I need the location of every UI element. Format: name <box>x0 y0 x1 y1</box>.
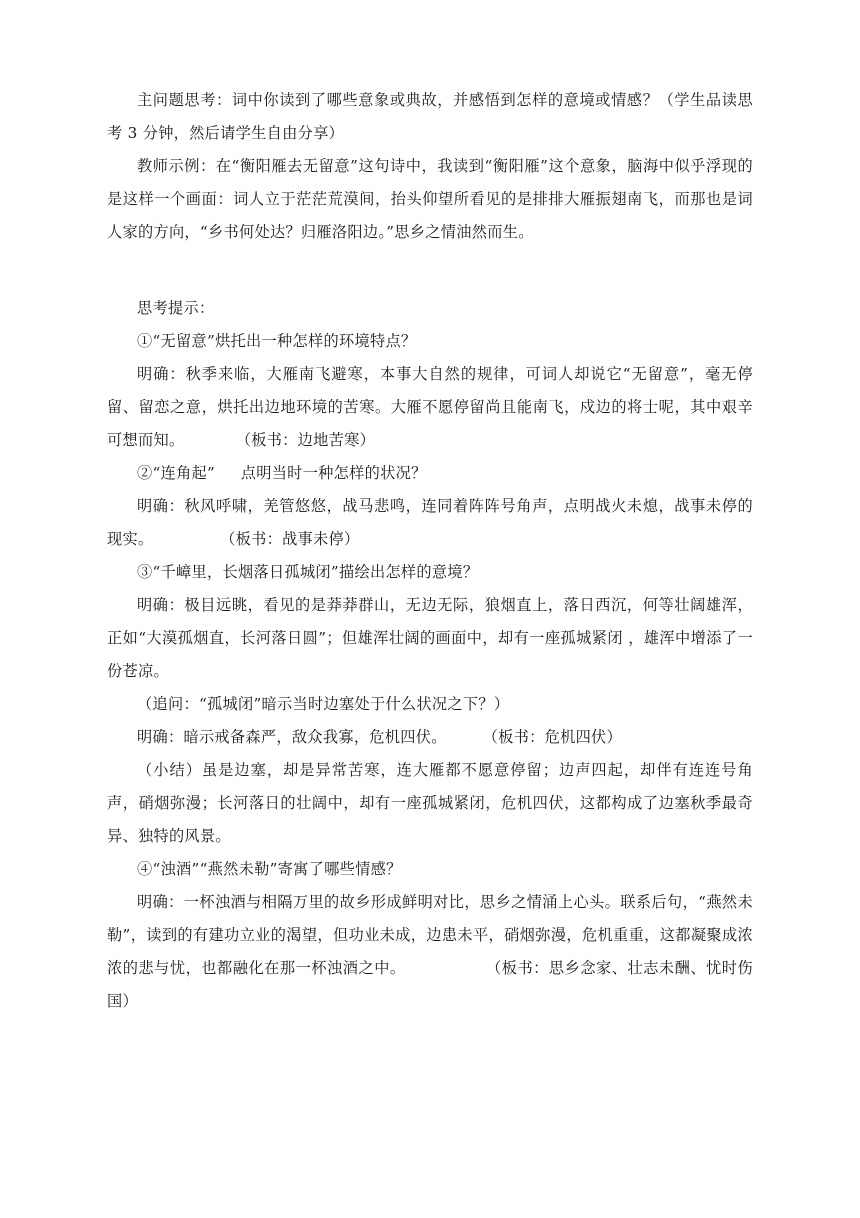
question-1: ①“无留意”烘托出一种怎样的环境特点？ <box>137 332 417 350</box>
summary-paragraph: （小结）虽是边塞，却是异常苦寒，连大雁都不愿意停留；边声四起，却伴有连连号角声，硝烟弥漫；长河落日的壮阔中，却有一座孤城紧闭，危机四伏，这都构成了边塞秋季最奇异、独特的风景。 <box>107 761 753 845</box>
main-question-paragraph: 主问题思考：词中你读到了哪些意象或典故，并感悟到怎样的意境或情感？（学生品读思考 3 分钟，然后请学生自由分享） <box>107 91 753 142</box>
paragraph-gap <box>107 249 753 292</box>
document-page <box>107 84 753 1018</box>
answer-3: 明确：极目远眺，看见的是莽莽群山，无边无际，狼烟直上，落日西沉，何等壮阔雄浑，正如“大漠孤烟直，长河落日圆”；但雄浑壮阔的画面中，却有一座孤城紧闭 ，雄浑中增添了一份苍凉。 <box>107 596 753 680</box>
answer-1: 明确：秋季来临，大雁南飞避寒，本事大自然的规律，可词人却说它“无留意”，毫无停留、留恋之意，烘托出边地环境的苦寒。大雁不愿停留尚且能南飞，戍边的将士呢，其中艰辛可想而知。 （板书：边地苦寒） <box>107 365 753 449</box>
follow-up-question: （追问：“孤城闭”暗示当时边塞处于什么状况之下？） <box>137 695 510 713</box>
hints-heading: 思考提示： <box>137 299 215 317</box>
follow-up-answer: 明确：暗示戒备森严，敌众我寡，危机四伏。 （板书：危机四伏） <box>137 728 623 746</box>
answer-4: 明确：一杯浊酒与相隔万里的故乡形成鲜明对比，思乡之情涌上心头。联系后句，“燕然未勒”，读到的有建功立业的渴望，但功业未成，边患未平，硝烟弥漫，危机重重，这都凝聚成浓浓的悲与忧，也都融化在那一杯浊酒之中。 （板书：思乡念家、壮志未酬、忧时伤国） <box>107 893 753 1010</box>
question-3: ③“千嶂里，长烟落日孤城闭”描绘出怎样的意境？ <box>137 563 479 581</box>
question-4: ④“浊酒”“燕然未勒”寄寓了哪些情感？ <box>137 860 402 878</box>
question-2: ②“连角起” 点明当时一种怎样的状况？ <box>137 464 427 482</box>
teacher-example-paragraph: 教师示例：在“衡阳雁去无留意”这句诗中，我读到“衡阳雁”这个意象，脑海中似乎浮现的是这样一个画面：词人立于茫茫荒漠间，抬头仰望所看见的是排排大雁振翅南飞，而那也是词人家的方向，“乡书何处达？归雁洛阳边。”思乡之情油然而生。 <box>107 157 753 241</box>
answer-2: 明确：秋风呼啸，羌管悠悠，战马悲鸣，连同着阵阵号角声，点明战火未熄，战事未停的现实。 （板书：战事未停） <box>107 497 753 548</box>
